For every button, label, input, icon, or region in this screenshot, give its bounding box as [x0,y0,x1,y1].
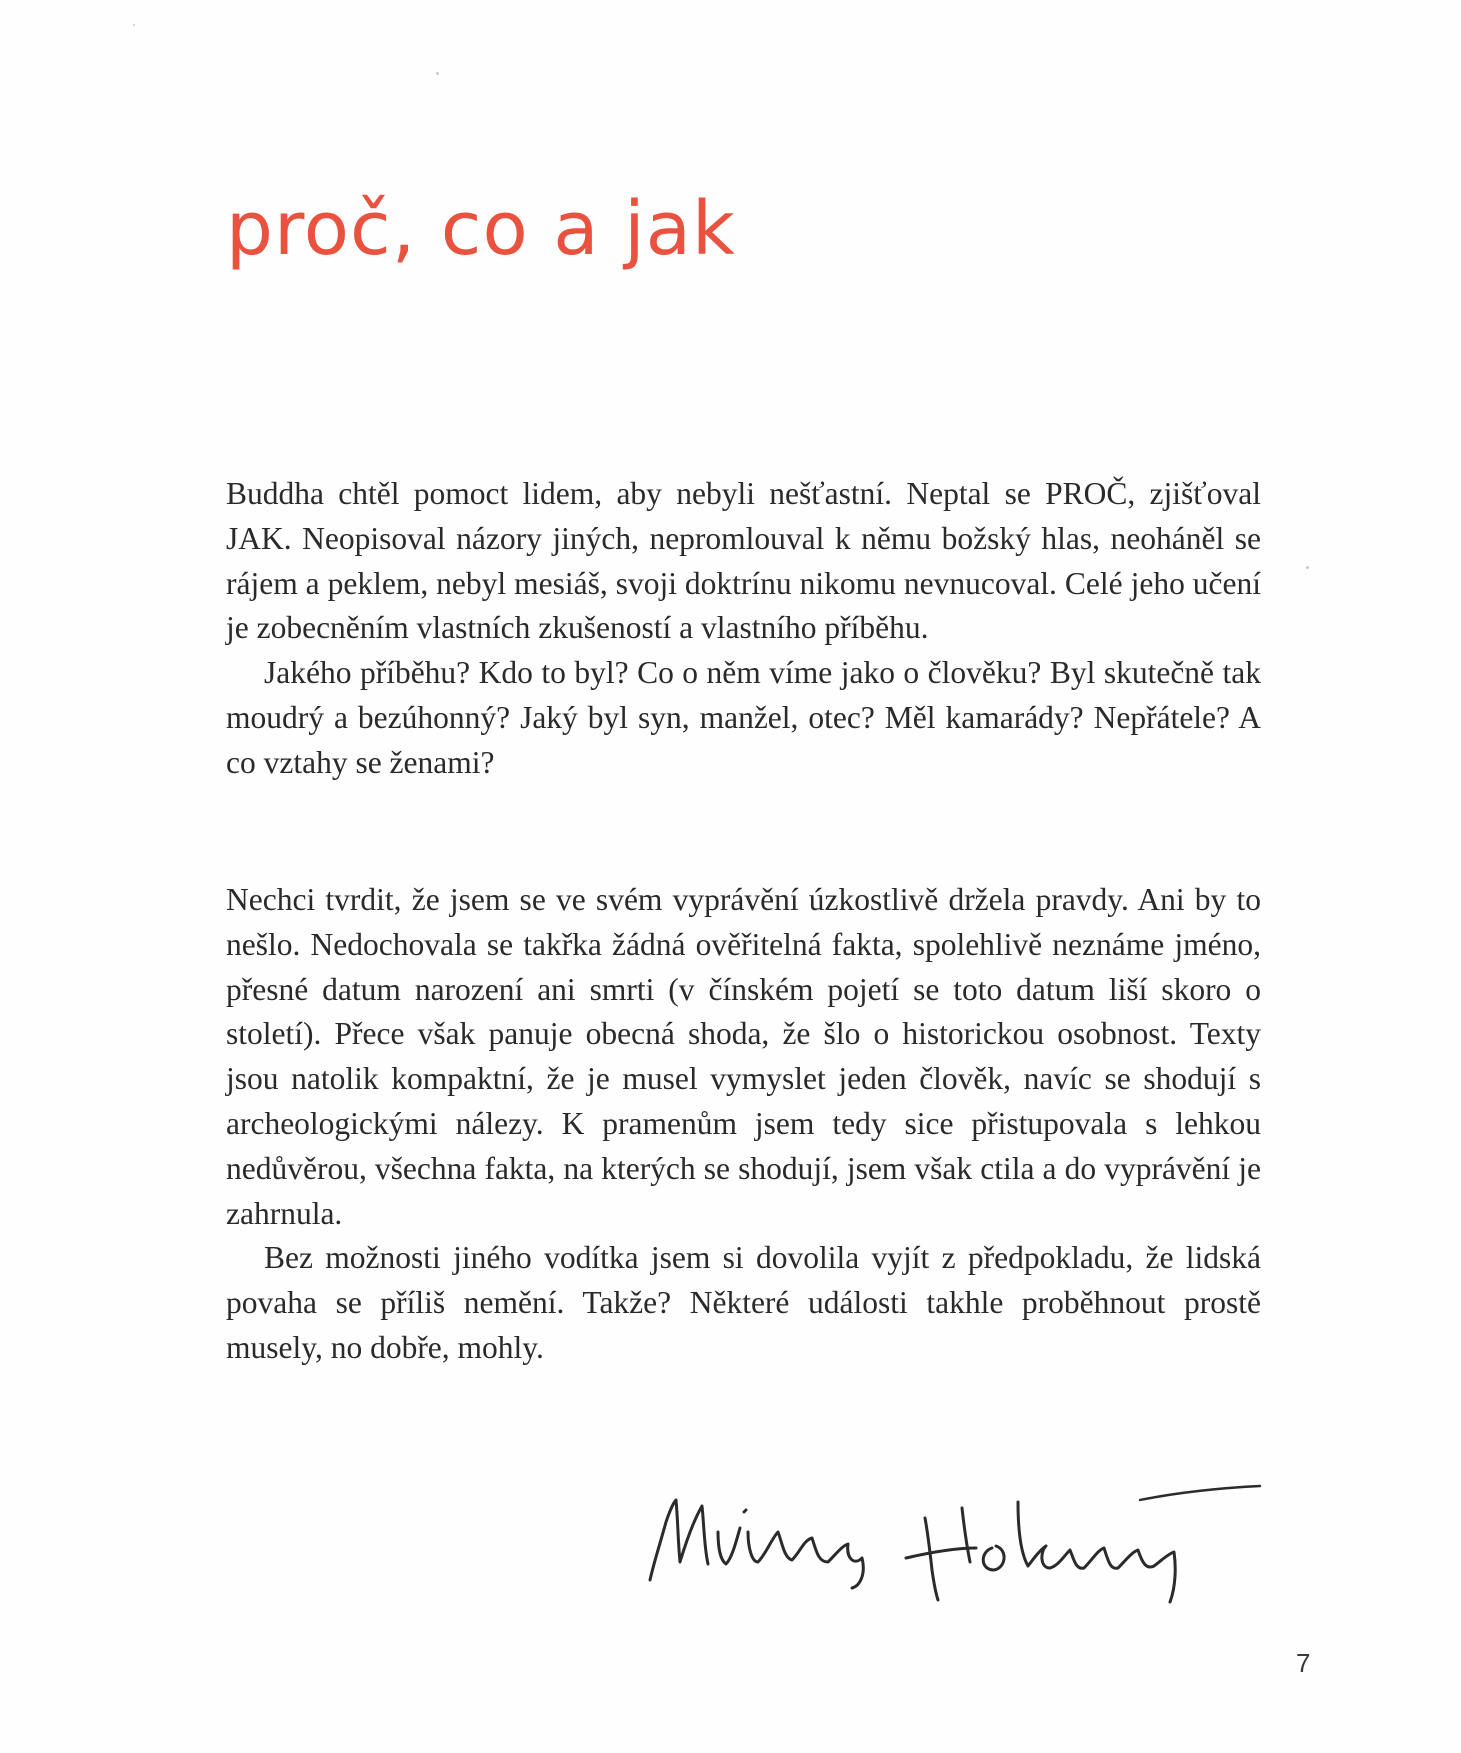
text-section-intro [226,472,1261,786]
paragraph: Nechci tvrdit, že jsem se ve svém vyprávění úzkostlivě držela pravdy. Ani by to nešlo. Nedochovala se takřka žádná ověřitelná fakta, spolehlivě neznáme jméno, přesné datum narození ani smrti (v čínském pojetí se toto datum liší skoro o století). Přece však panuje obecná shoda, že šlo o historickou osobnost. Texty jsou natolik kompaktní, že je musel vymyslet jeden člověk, navíc se shodují s archeologickými nálezy. K pramenům jsem tedy sice přistupovala s lehkou nedůvěrou, všechna fakta, na kterých se shodují, jsem však ctila a do vyprávění je zahrnula. [226,882,1261,1231]
text-section-sources [226,878,1261,1371]
scan-speck [133,24,135,26]
page-number: 7 [1296,1648,1311,1678]
scan-speck [436,72,439,75]
chapter-title: proč, co a jak [226,186,736,272]
handwritten-signature [640,1462,1340,1612]
scan-speck [1306,566,1309,569]
paragraph: Bez možnosti jiného vodítka jsem si dovolila vyjít z předpokladu, že lidská povaha se příliš nemění. Takže? Některé události takhle proběhnout prostě musely, no dobře, mohly. [226,1240,1261,1365]
paragraph: Buddha chtěl pomoct lidem, aby nebyli nešťastní. Neptal se PROČ, zjišťoval JAK. Neopisoval názory jiných, nepromlouval k němu božský hlas, neoháněl se rájem a peklem, nebyl mesiáš, svoji doktrínu nikomu nevnucoval. Celé jeho učení je zobecněním vlastních zkušeností a vlastního příběhu. [226,476,1261,646]
paragraph: Jakého příběhu? Kdo to byl? Co o něm víme jako o člověku? Byl skutečně tak moudrý a bezúhonný? Jaký byl syn, manžel, otec? Měl kamarády? Nepřátele? A co vztahy se ženami? [226,655,1261,780]
